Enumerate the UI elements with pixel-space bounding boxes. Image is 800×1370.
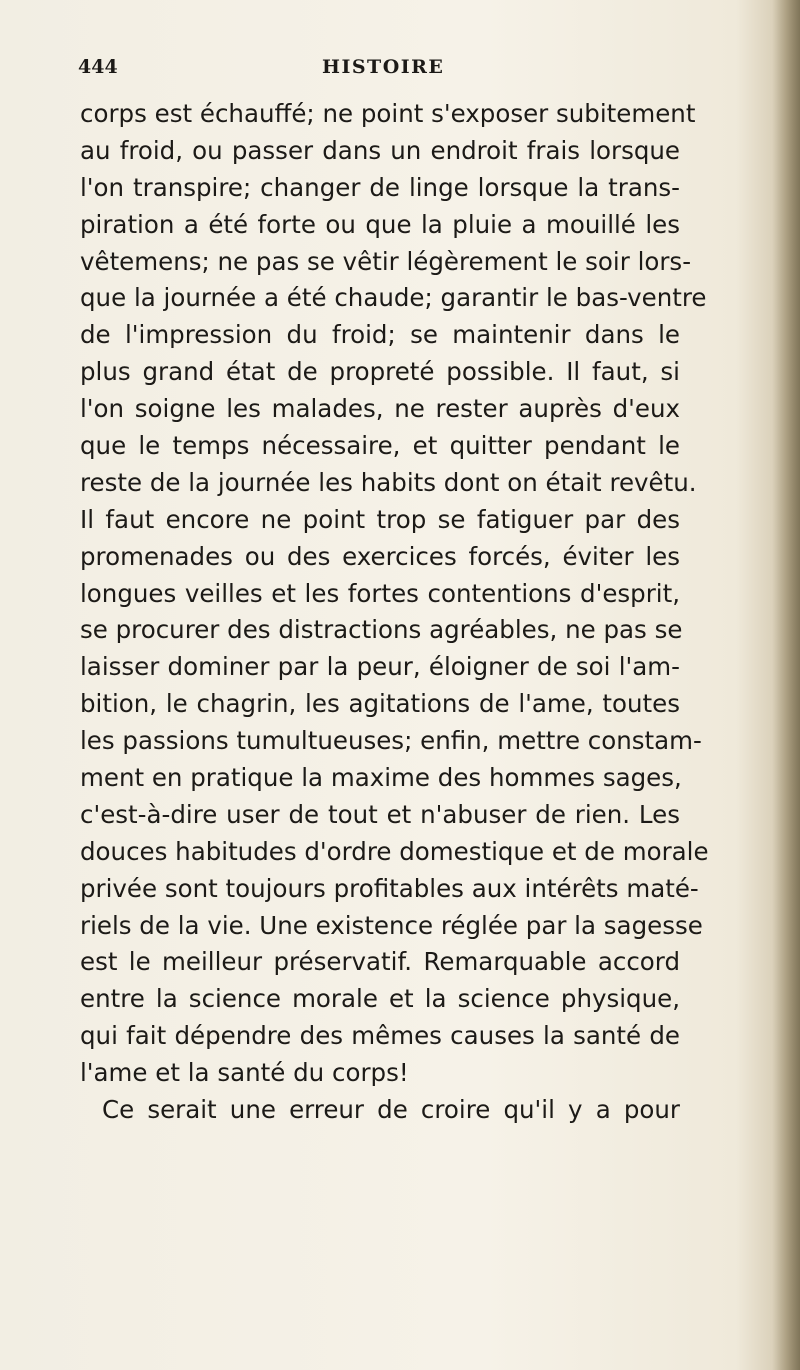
- page-header: [78, 56, 698, 86]
- text-line: douces habitudes d'ordre domestique et de morale: [80, 836, 709, 866]
- text-line: longues veilles et les fortes contentions d'esprit,: [80, 578, 680, 608]
- text-line: piration a été forte ou que la pluie a mouillé les: [80, 209, 680, 239]
- page-number: 444: [78, 56, 118, 78]
- text-line: plus grand état de propreté possible. Il faut, si: [80, 357, 680, 387]
- running-title: HISTOIRE: [322, 56, 445, 78]
- text-line: promenades ou des exercices forcés, éviter les: [80, 541, 680, 571]
- text-line: corps est échauffé; ne point s'exposer subitement: [80, 99, 696, 128]
- text-line: ment en pratique la maxime des hommes sages,: [80, 763, 682, 793]
- text-line: est le meilleur préservatif. Remarquable accord: [80, 947, 680, 977]
- page-gutter-shadow: [772, 0, 800, 1370]
- text-line: riels de la vie. Une existence réglée par la sagesse: [80, 910, 703, 940]
- text-line: l'on transpire; changer de linge lorsque la trans-: [80, 172, 680, 202]
- text-line: reste de la journée les habits dont on était revêtu.: [80, 467, 697, 497]
- text-line: au froid, ou passer dans un endroit frais lorsque: [80, 135, 680, 165]
- text-line: de l'impression du froid; se maintenir dans le: [80, 320, 680, 350]
- body-text: [80, 96, 709, 1129]
- text-line: l'ame et la santé du corps!: [80, 1058, 409, 1088]
- text-line: bition, le chagrin, les agitations de l'ame, toutes: [80, 689, 680, 719]
- text-line: entre la science morale et la science physique,: [80, 984, 680, 1014]
- text-line: que le temps nécessaire, et quitter pendant le: [80, 431, 680, 461]
- text-line: privée sont toujours profitables aux intérêts maté-: [80, 873, 699, 903]
- text-line: Ce serait une erreur de croire qu'il y a pour: [102, 1095, 680, 1125]
- text-line: Il faut encore ne point trop se fatiguer par des: [80, 504, 680, 534]
- text-line: qui fait dépendre des mêmes causes la santé de: [80, 1021, 680, 1051]
- text-line: vêtemens; ne pas se vêtir légèrement le soir lors-: [80, 246, 692, 276]
- text-line: les passions tumultueuses; enfin, mettre constam-: [80, 726, 702, 756]
- text-line: que la journée a été chaude; garantir le bas-ventre: [80, 283, 707, 313]
- text-line: se procurer des distractions agréables, ne pas se: [80, 615, 683, 645]
- text-line: c'est-à-dire user de tout et n'abuser de rien. Les: [80, 799, 680, 829]
- text-line: laisser dominer par la peur, éloigner de soi l'am-: [80, 652, 680, 682]
- text-line: l'on soigne les malades, ne rester auprès d'eux: [80, 394, 680, 424]
